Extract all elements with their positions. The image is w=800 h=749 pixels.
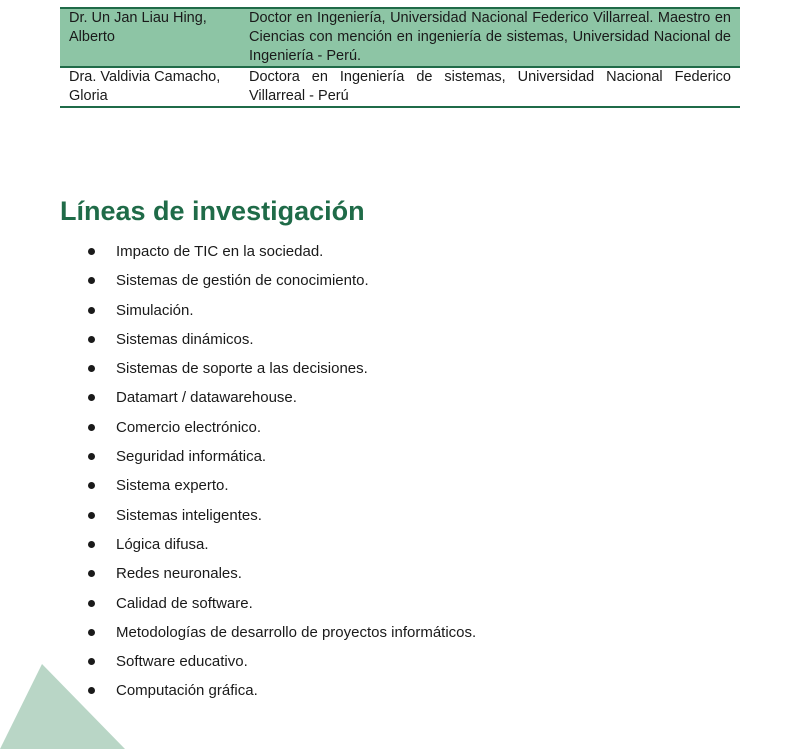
list-item (88, 593, 476, 622)
faculty-table (60, 7, 740, 108)
bullet-icon (88, 248, 95, 255)
list-item-text: Datamart / datawarehouse. (116, 389, 297, 407)
list-item-text: Metodologías de desarrollo de proyectos informáticos. (116, 623, 477, 641)
list-item (88, 446, 476, 475)
list-item (88, 300, 476, 329)
list-item-text: Software educativo. (116, 653, 248, 671)
corner-triangle-decoration (0, 664, 125, 749)
list-item-text: Redes neuronales. (116, 565, 242, 583)
list-item (88, 329, 476, 358)
list-item-text: Sistema experto. (116, 477, 229, 495)
list-item-text: Sistemas inteligentes. (116, 506, 262, 524)
bullet-icon (88, 541, 95, 548)
corner-triangle-shape (0, 664, 125, 749)
bullet-icon (88, 336, 95, 343)
bullet-icon (88, 512, 95, 519)
bullet-icon (88, 394, 95, 401)
bullet-icon (88, 482, 95, 489)
bullet-icon (88, 600, 95, 607)
list-item-text: Simulación. (116, 301, 194, 319)
list-item (88, 387, 476, 416)
list-item-text: Impacto de TIC en la sociedad. (116, 243, 324, 260)
list-item (88, 270, 476, 299)
list-item-text: Calidad de software. (116, 594, 253, 612)
list-item (88, 505, 476, 534)
list-item (88, 417, 476, 446)
list-item (88, 358, 476, 387)
list-item (88, 534, 476, 563)
bullet-icon (88, 453, 95, 460)
faculty-name: Dr. Un Jan Liau Hing, Alberto (60, 8, 240, 67)
list-item (88, 680, 476, 709)
table-row (60, 8, 740, 67)
bullet-icon (88, 424, 95, 431)
list-item-text: Sistemas de gestión de conocimiento. (116, 272, 369, 290)
bullet-icon (88, 277, 95, 284)
table-row (60, 67, 740, 107)
list-item-text: Sistemas dinámicos. (116, 330, 254, 348)
list-item-text: Comercio electrónico. (116, 418, 262, 436)
list-item-text: Sistemas de soporte a las decisiones. (116, 360, 368, 378)
list-item (88, 475, 476, 504)
section-title: Líneas de investigación (60, 196, 365, 226)
list-item-text: Computación gráfica. (116, 682, 258, 700)
list-item (88, 241, 476, 270)
bullet-icon (88, 570, 95, 577)
faculty-name: Dra. Valdivia Camacho, Gloria (60, 67, 240, 107)
bullet-icon (88, 307, 95, 314)
faculty-degree: Doctora en Ingeniería de sistemas, Universidad Nacional Federico Villarreal - Perú (240, 67, 740, 107)
list-item (88, 622, 476, 651)
faculty-degree: Doctor en Ingeniería, Universidad Nacional Federico Villarreal. Maestro en Ciencias con mención en ingeniería de sistemas, Universidad Nacional de Ingeniería - Perú. (240, 8, 740, 67)
list-item (88, 563, 476, 592)
research-topics-list (88, 241, 476, 710)
bullet-icon (88, 365, 95, 372)
list-item-text: Seguridad informática. (116, 448, 267, 466)
list-item-text: Lógica difusa. (116, 535, 209, 553)
bullet-icon (88, 629, 95, 636)
list-item (88, 651, 476, 680)
